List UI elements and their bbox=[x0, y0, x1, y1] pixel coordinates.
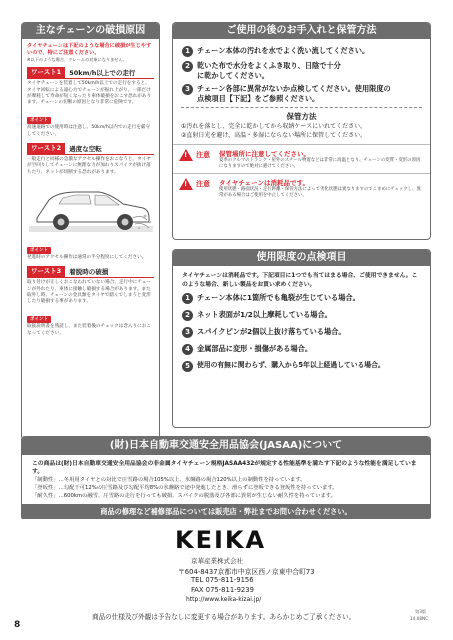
worst1-body: タイヤチェーンを装着して50km/h以上での走行をすると、タイヤ回転による遠心力でチェーンが振れ上がり、一部だけが摩耗して寿命が短くなったり車体破損をおこす恐れがあります。チェーンの切断の原因となり非常に危険です。 bbox=[27, 81, 152, 106]
car-spinning-illustration bbox=[27, 178, 155, 234]
limit-item-1: 1 チェーン本体に1箇所でも亀裂が生じている場合。 bbox=[182, 293, 421, 304]
edition: 第3版 bbox=[415, 609, 427, 614]
worst2-label: ワースト2 bbox=[27, 143, 65, 154]
worst2-body: 一般走行と同様の急激なアクセル操作をおこなうと、タイヤが空回りしてチェーンに無理な力が加わりスパイクが抜け落ちたり、ネットが切断する恐れがあります。 bbox=[27, 157, 151, 175]
company-tel: TEL 075-811-9156 bbox=[191, 576, 254, 584]
care-storage-panel bbox=[172, 22, 431, 240]
damage-intro-note: ※以下のような場合、クレームの対象になりません。 bbox=[27, 57, 128, 62]
worst1-point-label: ポイント bbox=[27, 117, 51, 124]
caution-2-body: 使用状態・路面状況・走行距離・保管方法によって劣化状態は異なりますのでこまめにチェックし、異常がある場合はご使用を中止してください。 bbox=[219, 187, 421, 198]
company-name: 京華産業株式会社 bbox=[191, 557, 243, 565]
jasaa-line-3: 「耐久性」…600kmの融雪、圧雪路の走行を行っても破損、スパイクの脱落及び各部に異常が生じない耐久性を持っています。 bbox=[32, 493, 336, 499]
print-code: 14.08NC bbox=[410, 616, 429, 621]
spec-notice: 商品の仕様及び外観は予告なしに変更する場合があります。あらかじめご了承ください。 bbox=[92, 613, 356, 621]
caution-1 bbox=[173, 144, 430, 170]
care-step-2: 2 乾いた布で水分をよくふき取り、日陰で十分に乾かしてください。 bbox=[182, 61, 421, 80]
worst1-point-body: 高速道路での使用時は注意し、50km/h以内での走行を厳守してください。 bbox=[27, 125, 151, 137]
jasaa-panel bbox=[21, 436, 431, 514]
jasaa-line-2: 「登坂性」…勾配千可12%の圧雪路及び勾配平均8%の氷盤路で途中発進したとき、滑らずに登坂できる登坂性を持っています。 bbox=[32, 485, 338, 491]
damage-causes-header: 主なチェーンの破損原因 bbox=[22, 23, 159, 39]
jasaa-line-1: 「制動性」…冬用用タイヤとの対比で圧雪路の場合105%以上、氷盤路の場合120%以上の制動性を持っています。 bbox=[32, 477, 306, 483]
warning-icon: ! bbox=[179, 149, 193, 161]
worst3-point-label: ポイント bbox=[27, 316, 51, 323]
caution-1-label: 注意 bbox=[196, 151, 210, 159]
caution-2-label: 注意 bbox=[196, 180, 210, 188]
storage-item-1: ①汚れを落とし、完全に乾かしてから収納ケースにいれてください。 bbox=[181, 123, 367, 130]
worst2-section bbox=[27, 143, 154, 261]
caution-2-title: タイヤチェーンは消耗品です。 bbox=[219, 179, 310, 187]
limit-item-3: 3 スパイクピンが2個以上抜け落ちている場合。 bbox=[182, 327, 421, 338]
caution-2 bbox=[173, 173, 430, 199]
jasaa-lead: この商品は(財)日本自動車交通安全用品協会の非金属タイヤチェーン規格JASAA432が規定する性能基準を満たす下記のような性能を満足しています。 bbox=[32, 461, 417, 475]
worst1-section bbox=[27, 67, 154, 138]
repair-notice: 商品の修理など補修部品については販売店・弊社までお問い合わせください。 bbox=[21, 504, 431, 519]
storage-title: 保管方法 bbox=[286, 112, 317, 121]
limit-item-5: 5 使用の有無に関わらず、購入から5年以上経過している場合。 bbox=[182, 361, 421, 372]
worst3-label: ワースト3 bbox=[27, 266, 65, 277]
usage-limit-header: 使用限度の点検項目 bbox=[173, 250, 430, 266]
limit-item-2: 2 ネット表面が1/2以上摩耗している場合。 bbox=[182, 310, 421, 321]
care-step-1: 1 チェーン本体の汚れを水でよく洗い流してください。 bbox=[182, 46, 421, 57]
jasaa-header: (財)日本自動車交通安全用品協会(JASAA)について bbox=[22, 437, 430, 455]
worst2-title: 過度な空転 bbox=[69, 145, 102, 154]
worst3-title: 着脱時の破損 bbox=[69, 268, 109, 277]
damage-causes-panel bbox=[21, 22, 160, 440]
worst2-point-body: 発進時のアクセル操作は通常の半分程度にしてください。 bbox=[27, 254, 147, 260]
worst1-label: ワースト1 bbox=[27, 67, 65, 78]
page-number: 8 bbox=[14, 620, 21, 630]
worst3-body: 取り付けが正しくおこなわれていない場合、走行中にチェーンが外れたり、車体に接触し破損する場合があります。また取外し時、チェーンの金具類をタイヤで踏んでしまうと変形したり破損する事があります。 bbox=[27, 280, 151, 305]
company-address: 〒604-8437京都市中京区西ノ京東中合町73 bbox=[178, 568, 315, 576]
worst2-point-label: ポイント bbox=[27, 247, 51, 254]
company-url[interactable]: http://www.keika-kizai.jp/ bbox=[186, 596, 262, 603]
care-step-3: 3 チェーン各部に異常がないか点検してください。使用限度の点検項目【下記】をご参照ください。 bbox=[182, 84, 421, 103]
limit-item-4: 4 金属部品に変形・損傷がある場合。 bbox=[182, 344, 421, 355]
company-logo: KEIKA bbox=[175, 526, 267, 554]
company-fax: FAX 075-811-9239 bbox=[191, 586, 254, 594]
worst3-section bbox=[27, 266, 154, 337]
storage-item-2: ②直射日光を避け、高温・多湿にならない場所に保管してください。 bbox=[181, 132, 367, 139]
worst1-title: 50km/h以上での走行 bbox=[69, 69, 136, 78]
caution-1-title: 保管場所に注意してください。 bbox=[219, 150, 310, 158]
caution-1-body: 夏季のクルマのトランク・屋外のスチール物置などは非常に高温となり、チェーンの変質・変形の原因になりますので絶対に避けてください。 bbox=[219, 158, 421, 169]
warning-icon: ! bbox=[179, 178, 193, 190]
damage-intro: タイヤチェーンは下記のような場合に破損が生じやすいので、特にご注意ください。 bbox=[27, 43, 152, 56]
worst3-point-body: 取扱説明書を熟読し、また装着後のチェックは念入りにおこなってください。 bbox=[27, 324, 151, 336]
usage-limit-intro: タイヤチェーンは消耗品です。下記項目に1つでも当てはまる場合、ご使用できません。このような場合、新しい製品をお買い求めください。 bbox=[182, 273, 418, 288]
care-storage-header: ご使用の後のお手入れと保管方法 bbox=[173, 23, 430, 39]
usage-limit-panel bbox=[172, 249, 431, 428]
